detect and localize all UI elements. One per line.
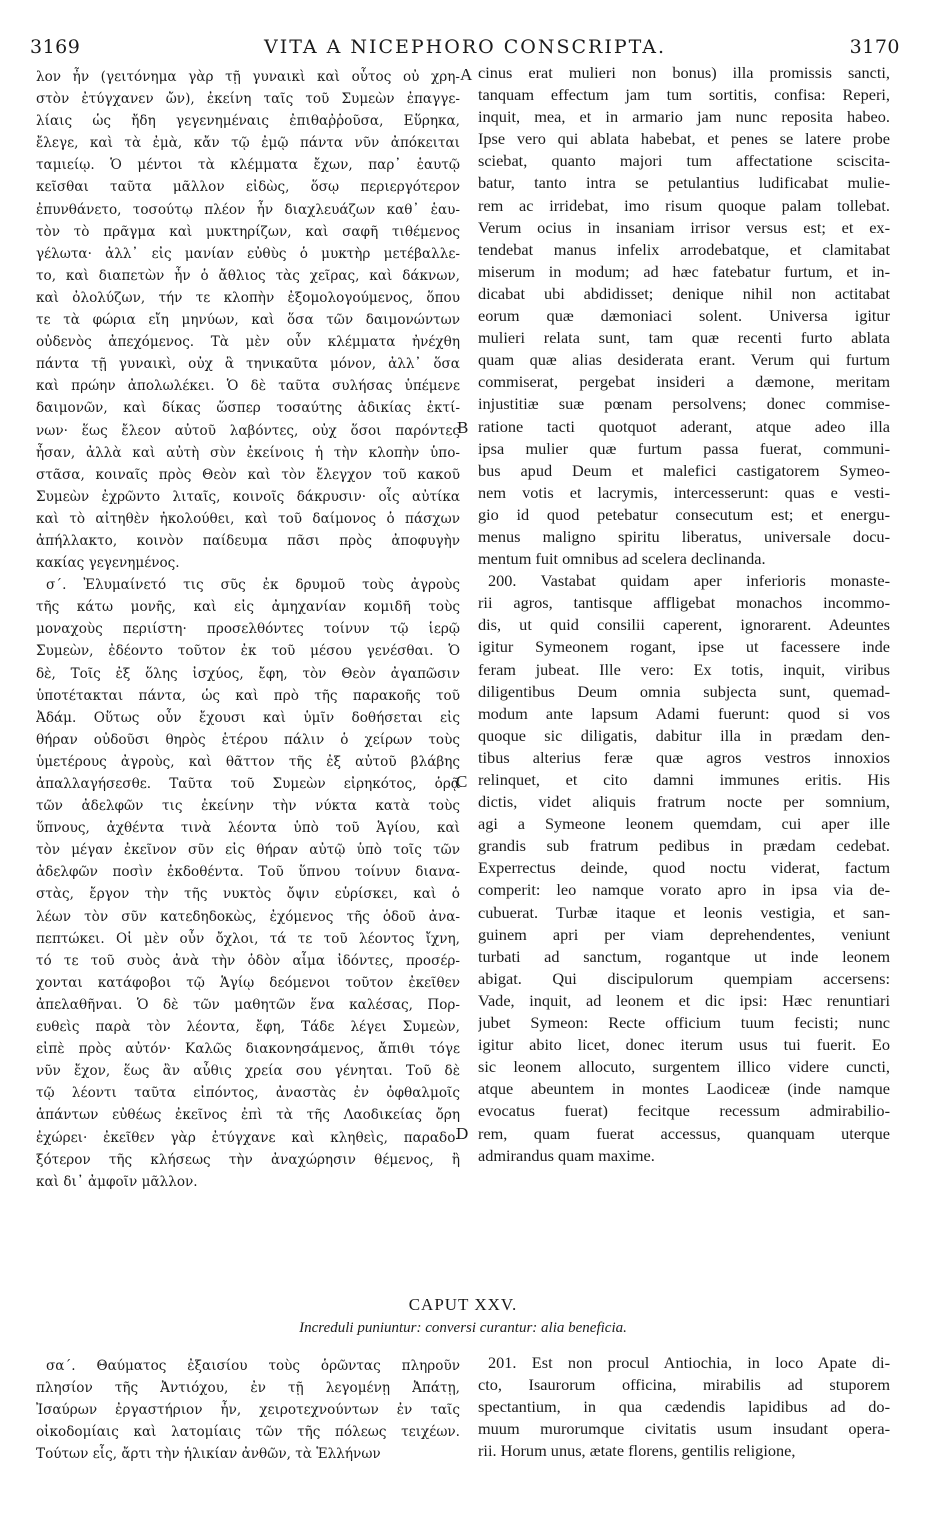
text-line: agi a Symeone leonem quemdam, cui aper ille — [478, 814, 890, 834]
text-line: σα΄. Θαύματος ἐξαισίου τοὺς ὁρῶντας πληροῦν — [46, 1358, 460, 1374]
text-line: ὑμετέρους ἀγροὺς, καὶ θᾶττον τῆς ἐξ αὐτοῦ βλάβης — [36, 753, 460, 770]
margin-marker-d: D — [456, 1124, 469, 1143]
text-line: atque abeuntem in montes Laodiceæ (inde namque — [478, 1079, 890, 1099]
text-line: κεῖσθαι ταῦτα μᾶλλον εἰδὼς, ὅσῳ περιεργότερον — [36, 179, 460, 196]
text-line: diligentibus Deum omnia subjecta sunt, quemad- — [478, 681, 890, 701]
text-line: cinus erat mulieri non bonus) illa promissis sancti, — [478, 63, 890, 82]
greek-column-lower — [36, 1355, 460, 1465]
text-line: commiserat, pergebat insideri a dæmone, meritam — [478, 372, 890, 392]
text-line: καὶ δι᾽ ἀμφοῖν μᾶλλον. — [36, 1173, 198, 1190]
text-line: ταμιείῳ. Ὁ μέντοι τὰ κλέμματα ἔχων, παρ᾽ ἑαυτῷ — [36, 157, 460, 174]
text-line: καὶ ὀλολύζων, τήν τε κλοπὴν ἐξομολογούμενος, ὅπου — [36, 289, 460, 306]
text-line: οὐδενὸς ἀπεχόμενος. Τὰ μὲν οὖν κλέμματα ἠνέχθη — [36, 334, 460, 351]
text-line: Verum ocius in insaniam irrisor versus est; et ex- — [478, 217, 890, 237]
running-header — [30, 36, 900, 60]
text-line: tanquam effectum jam tum sortitis, confisa: Reperi, — [478, 85, 890, 105]
text-line: τὸν τὸ πρᾶγμα καὶ μυκτηρίζων, καὶ σαφῆ τιθέμενος — [36, 223, 460, 240]
margin-marker-b: B — [457, 418, 469, 437]
text-line: 200. Vastabat quidam aper inferioris monaste- — [488, 571, 890, 591]
text-line: rem, quam fuerat accessus, quanquam uterque — [478, 1123, 890, 1143]
text-line: τὸν μέγαν ἐκεῖνον σῦν εἰς θήραν αὐτῷ ὑπὸ τοῖς τῶν — [36, 842, 460, 859]
text-line: γέλωτα· ἀλλ᾽ εἰς μανίαν εὐθὺς ὁ μυκτὴρ μετέβαλλε- — [36, 245, 460, 262]
text-line: ἀπαλλαγήσεσθε. Ταῦτα τοῦ Συμεὼν εἰρηκότος, ὁρᾷ — [36, 776, 460, 792]
text-line: ευθεὶς παρὰ τὸν λέοντα, ἔφη, Τάδε λέγει Συμεὼν, — [36, 1019, 460, 1036]
text-line: τε τὰ φώρια εἴη μηνύων, καὶ ὅσα τῶν δαιμονώντων — [36, 312, 460, 329]
text-line: ἁπάντων εὐθέως ἐκεῖνος ἐπὶ τὰ τῆς Λαοδικείας ὄρη — [36, 1107, 460, 1124]
running-title: VITA A NICEPHORO CONSCRIPTA. — [263, 36, 667, 58]
text-line: dis, ut quid consilii caperent, ignorarent. Adeuntes — [478, 615, 890, 635]
text-line: Vade, inquit, ad leonem et dic ipsi: Hæc renuntiari — [478, 990, 890, 1010]
text-line: dicabat ubi abdidisset; denique nihil non actitabat — [478, 283, 890, 303]
margin-marker-a: A — [460, 65, 473, 84]
text-line: sic leonem allocuto, surgentem illico videre cuncti, — [478, 1057, 890, 1077]
text-line: tendebat manus infelix arrodebatque, et clamitabat — [478, 239, 890, 259]
text-line: σ΄. Ἐλυμαίνετό τις σῦς ἐκ δρυμοῦ τοὺς ἀγροὺς — [46, 577, 460, 594]
text-line: ratione tacti quotquot aderant, atque adeo illa — [478, 416, 890, 436]
text-line: ἦσαν, ἀλλὰ καὶ αὐτὴ σὺν ἐκείνοις ἡ τὴν κλοπὴν ὑπο- — [36, 444, 460, 461]
text-line: quoque sic diligatis, dabitur illa in prædam den- — [478, 725, 890, 745]
chapter-subtitle: Increduli puniuntur: conversi curantur: alia beneficia. — [299, 1320, 627, 1336]
text-line: mentum fuit omnibus ad scelera declinanda. — [478, 549, 766, 569]
left-page-number: 3169 — [30, 36, 81, 58]
text-line: rii. Horum unus, ætate florens, gentilis religione, — [478, 1441, 796, 1461]
text-line: χονται κατάφοβοι τῷ Ἁγίῳ δεόμενοι τοῦτον ἐκεῖθεν — [36, 974, 460, 991]
text-line: πάντα τῇ γυναικὶ, οὐχ ἃ τηνικαῦτα μόνον, ἀλλ᾽ ὅσα — [36, 356, 460, 373]
text-line: quam quæ alias desiderata erant. Verum qui furtum — [478, 350, 890, 370]
latin-column-lower — [478, 1352, 890, 1462]
text-line: turbati ad sanctum, rogantque ut inde leonem — [478, 946, 890, 966]
text-line: εἰπὲ πρὸς αὐτόν· Καλῶς διακονησάμενος, ἄπιθι τόγε — [36, 1041, 460, 1058]
text-line: cto, Isaurorum officina, mirabilis ad stuporem — [478, 1375, 890, 1395]
text-line: relinquet, et cito damni immunes eritis. His — [478, 770, 890, 789]
text-line: igitur Symeonem rogant, ipse ut facessere inde — [478, 637, 890, 657]
text-line: spectantium, in qua cædendis lapidibus ad do- — [478, 1397, 890, 1417]
text-line: muum murorumque civitatis usum insudant opera- — [478, 1419, 890, 1439]
text-line: rem ac irridebat, imo risum quoque palam tollebat. — [478, 195, 890, 215]
text-line: πλησίον τῆς Ἀντιόχου, ἐν τῇ λεγομένῃ Ἀπάτῃ, — [36, 1380, 460, 1397]
text-line: καὶ πρώην ἀπολωλέκει. Ὁ δὲ ταῦτα συλήσας ὑπέμενε — [36, 378, 460, 395]
greek-column — [36, 66, 460, 1193]
text-line: στᾶσα, κοιναῖς πρὸς Θεὸν καὶ τὸν ἔλεγχον τοῦ κακοῦ — [36, 466, 460, 483]
text-line: ἀπελαθῆναι. Ὁ δὲ τῶν μαθητῶν ἕνα καλέσας, Πορ- — [36, 996, 460, 1013]
text-line: abigat. Qui discipulorum quempiam accersens: — [478, 968, 890, 988]
text-line: mulieri relata sunt, tam quæ recenti furto ablata — [478, 328, 890, 348]
text-line: νῦν ἔχον, ἕως ἂν αὖθις χρεία σου γένηται. Τοῦ δὲ — [36, 1063, 460, 1080]
text-line: ἐχώρει· ἐκεῖθεν γὰρ ἐτύγχανε καὶ κληθεὶς, παραδο- — [36, 1129, 460, 1146]
text-line: ὕπνους, ἀχθέντα τινὰ λέοντα ὑπὸ τοῦ Ἁγίου, καὶ — [36, 820, 460, 837]
text-line: ἐπυνθάνετο, τοσούτῳ πλέον ἦν διαχλευάζων καθ᾽ ἑαυ- — [36, 201, 460, 218]
text-line: κακίας γεγενημένος. — [36, 555, 180, 572]
text-line: στὸν ἐτύγχανεν ὤν), ἐκείνη ταῖς τοῦ Συμεὼν ἐπαγγε- — [36, 91, 460, 108]
text-line: injustitiæ suæ pœnam persolvens; donec commise- — [478, 394, 890, 414]
text-line: ἔλεγε, καὶ τὰ ἐμὰ, κἄν τῷ ἐμῷ πάντα νῦν ἀπόκειται — [36, 135, 460, 152]
text-line: miserum in modum; ad hæc fatebatur furtum, et in- — [478, 261, 890, 281]
text-line: τῷ λέοντι ταῦτα εἰπόντος, ἀναστὰς ἐν ὀφθαλμοῖς — [36, 1085, 460, 1102]
text-line: καὶ τὸ αἰτηθὲν ἠκολούθει, καὶ τοῦ δαίμονος ὁ πάσχων — [36, 510, 460, 527]
text-line: nem votis et lacrymis, intercesserunt: quas e vesti- — [478, 482, 890, 502]
text-line: τῶν ἀδελφῶν τις ἐκείνην τὴν νύκτα κατὰ τοὺς — [36, 798, 460, 815]
text-line: ἀδελφῶν ποσὶν ἐκδοθέντα. Τοῦ ὕπνου τοίνυν διανα- — [36, 864, 460, 881]
text-line: inquit, mea, et in armario jam nunc reposita habeo. — [478, 107, 890, 127]
text-line: admirandus quam maxime. — [478, 1145, 655, 1165]
text-line: δὲ, Τοῖς ἐξ ὅλης ἰσχύος, ἔφη, τὸν Θεὸν ἀγαπῶσιν — [36, 665, 460, 682]
text-line: feram jubeat. Ille vero: Ex totis, inquit, viribus — [478, 659, 890, 679]
text-line: νων· ἕως ἔλεον αὐτοῦ λαβόντες, οὐχ ὅσοι παρόντες — [36, 422, 460, 439]
right-page-number: 3170 — [849, 36, 900, 58]
text-line: ipsa mulier quæ furtum passa fuerat, communi- — [478, 438, 890, 458]
text-line: μοναχοὺς περιίστη· προσελθόντες τοίνυν τῷ ἱερῷ — [36, 621, 460, 638]
text-line: eorum quæ dæmoniaci solent. Universa igitur — [478, 306, 890, 326]
chapter-heading: CAPUT XXV. — [408, 1295, 518, 1314]
text-line: bus apud Deum et malefici castigatorem Symeo- — [478, 460, 890, 480]
text-line: δαιμονῶν, καὶ δίκας ὥσπερ τοσαύτης ἀδικίας ἐκτί- — [36, 400, 460, 417]
text-line: guinem apri per viam deprehendentes, veniunt — [478, 924, 890, 944]
text-line: cubuerat. Turbæ itaque et leonis vestigia, et san- — [478, 902, 890, 922]
text-line: tibus alterius feræ quæ agros vestros innoxios — [478, 747, 890, 767]
latin-column — [478, 62, 890, 1167]
text-line: igitur abito licet, donec iterum usus tui fuerit. Eo — [478, 1035, 890, 1055]
text-line: rii agros, tantisque affligebat monachos incommo- — [478, 593, 890, 613]
text-line: τό τε τοῦ συὸς ἀνὰ τὴν ὁδὸν αἷμα ἰδόντες, προσέρ- — [36, 952, 460, 969]
text-line: οἰκοδομίαις καὶ λατομίαις τῶν τῆς πόλεως τειχέων. — [36, 1424, 460, 1441]
text-line: comperit: leo namque vorato apro in ipsa via de- — [478, 880, 890, 900]
text-line: modum ante lapsum Adami fuerunt: quod si vos — [478, 703, 890, 723]
text-line: τῆς κάτω μονῆς, καὶ εἰς ἀμηχανίαν κομιδῆ τοὺς — [36, 599, 460, 616]
text-line: sciebat, quanto majori tum affectatione sciscita- — [478, 151, 890, 171]
margin-marker-c: C — [456, 772, 468, 791]
text-line: το, καὶ διαπετὼν ἦν ὁ ἄθλιος τὰς χεῖρας, καὶ δάκνων, — [36, 267, 460, 284]
text-line: πεπτώκει. Οἱ μὲν οὖν ὄχλοι, τά τε τοῦ λέοντος ἴχνη, — [36, 930, 460, 947]
text-line: gio id quod petebatur consecutum est; et energu- — [478, 504, 890, 524]
text-line: dictis, videt aliquis fratrum nocte per somnium, — [478, 792, 890, 812]
text-line: λέων τὸν σῦν κατεδηδοκὼς, ἐχόμενος τῆς ὁδοῦ ἀνα- — [36, 908, 460, 925]
text-line: Ἰσαύρων ἐργαστήριον ἦν, χειροτεχνούντων ἐν ταῖς — [36, 1402, 460, 1419]
text-line: batur, tanto intra se petulantius ludificabat mulie- — [478, 173, 890, 193]
text-line: jubet Symeon: Recte officium tuum fecisti; nunc — [478, 1013, 890, 1033]
text-line: στὰς, ἔργον τὴν τῆς νυκτὸς ὄψιν εὑρίσκει, καὶ ὁ — [36, 886, 460, 903]
text-line: λον ἦν (γειτόνημα γὰρ τῇ γυναικὶ καὶ οὗτος οὐ χρη- — [36, 69, 460, 85]
text-line: ὑποτέτακται πάντα, ὡς καὶ πρὸ τῆς παρακοῆς τοῦ — [36, 687, 460, 704]
text-line: Ipse vero qui ablata habebat, et penes se latere probe — [478, 129, 890, 149]
text-line: Συμεὼν ἐχρῶντο λιταῖς, κοινοῖς δάκρυσιν· οἷς αὐτίκα — [36, 488, 460, 505]
text-line: Ἀδάμ. Οὕτως οὖν ἔχουσι καὶ ὑμῖν δοθήσεται εἰς — [36, 709, 460, 726]
text-line: ἀπήλλακτο, κοινὸν παίδευμα πᾶσι πρὸς ἀποφυγὴν — [36, 532, 460, 549]
text-line: menus maligno spiritu liberatus, universale docu- — [478, 526, 890, 546]
text-line: θήραν οὐδοῦσι θηρὸς ἑτέρου πάλιν ὁ χείρων τοὺς — [36, 731, 460, 748]
text-line: 201. Est non procul Antiochia, in loco Apate di- — [488, 1353, 890, 1372]
text-line: Τούτων εἷς, ἄρτι τὴν ἡλικίαν ἀνθῶν, τὰ Ἑλλήνων — [36, 1446, 381, 1463]
text-line: evocatus fuerat) fecitque recessum admirabilio- — [478, 1101, 890, 1121]
text-line: grandis sub fratrum pedibus in prædam cedebat. — [478, 836, 890, 856]
text-line: ξότερον τῆς κλήσεως τὴν ἀναχώρησιν θέμενος, ἢ — [36, 1151, 460, 1168]
text-line: Συμεὼν, ἐδέοντο τοῦτον ἐκ τοῦ μέσου γενέσθαι. Ὁ — [36, 643, 460, 660]
text-line: λίαις ὡς ἤδη γεγενημέναις ἐπιθαῤῥοῦσα, Εὕρηκα, — [36, 113, 460, 130]
text-line: Experrectus deinde, quod noctu viderat, factum — [478, 858, 890, 878]
